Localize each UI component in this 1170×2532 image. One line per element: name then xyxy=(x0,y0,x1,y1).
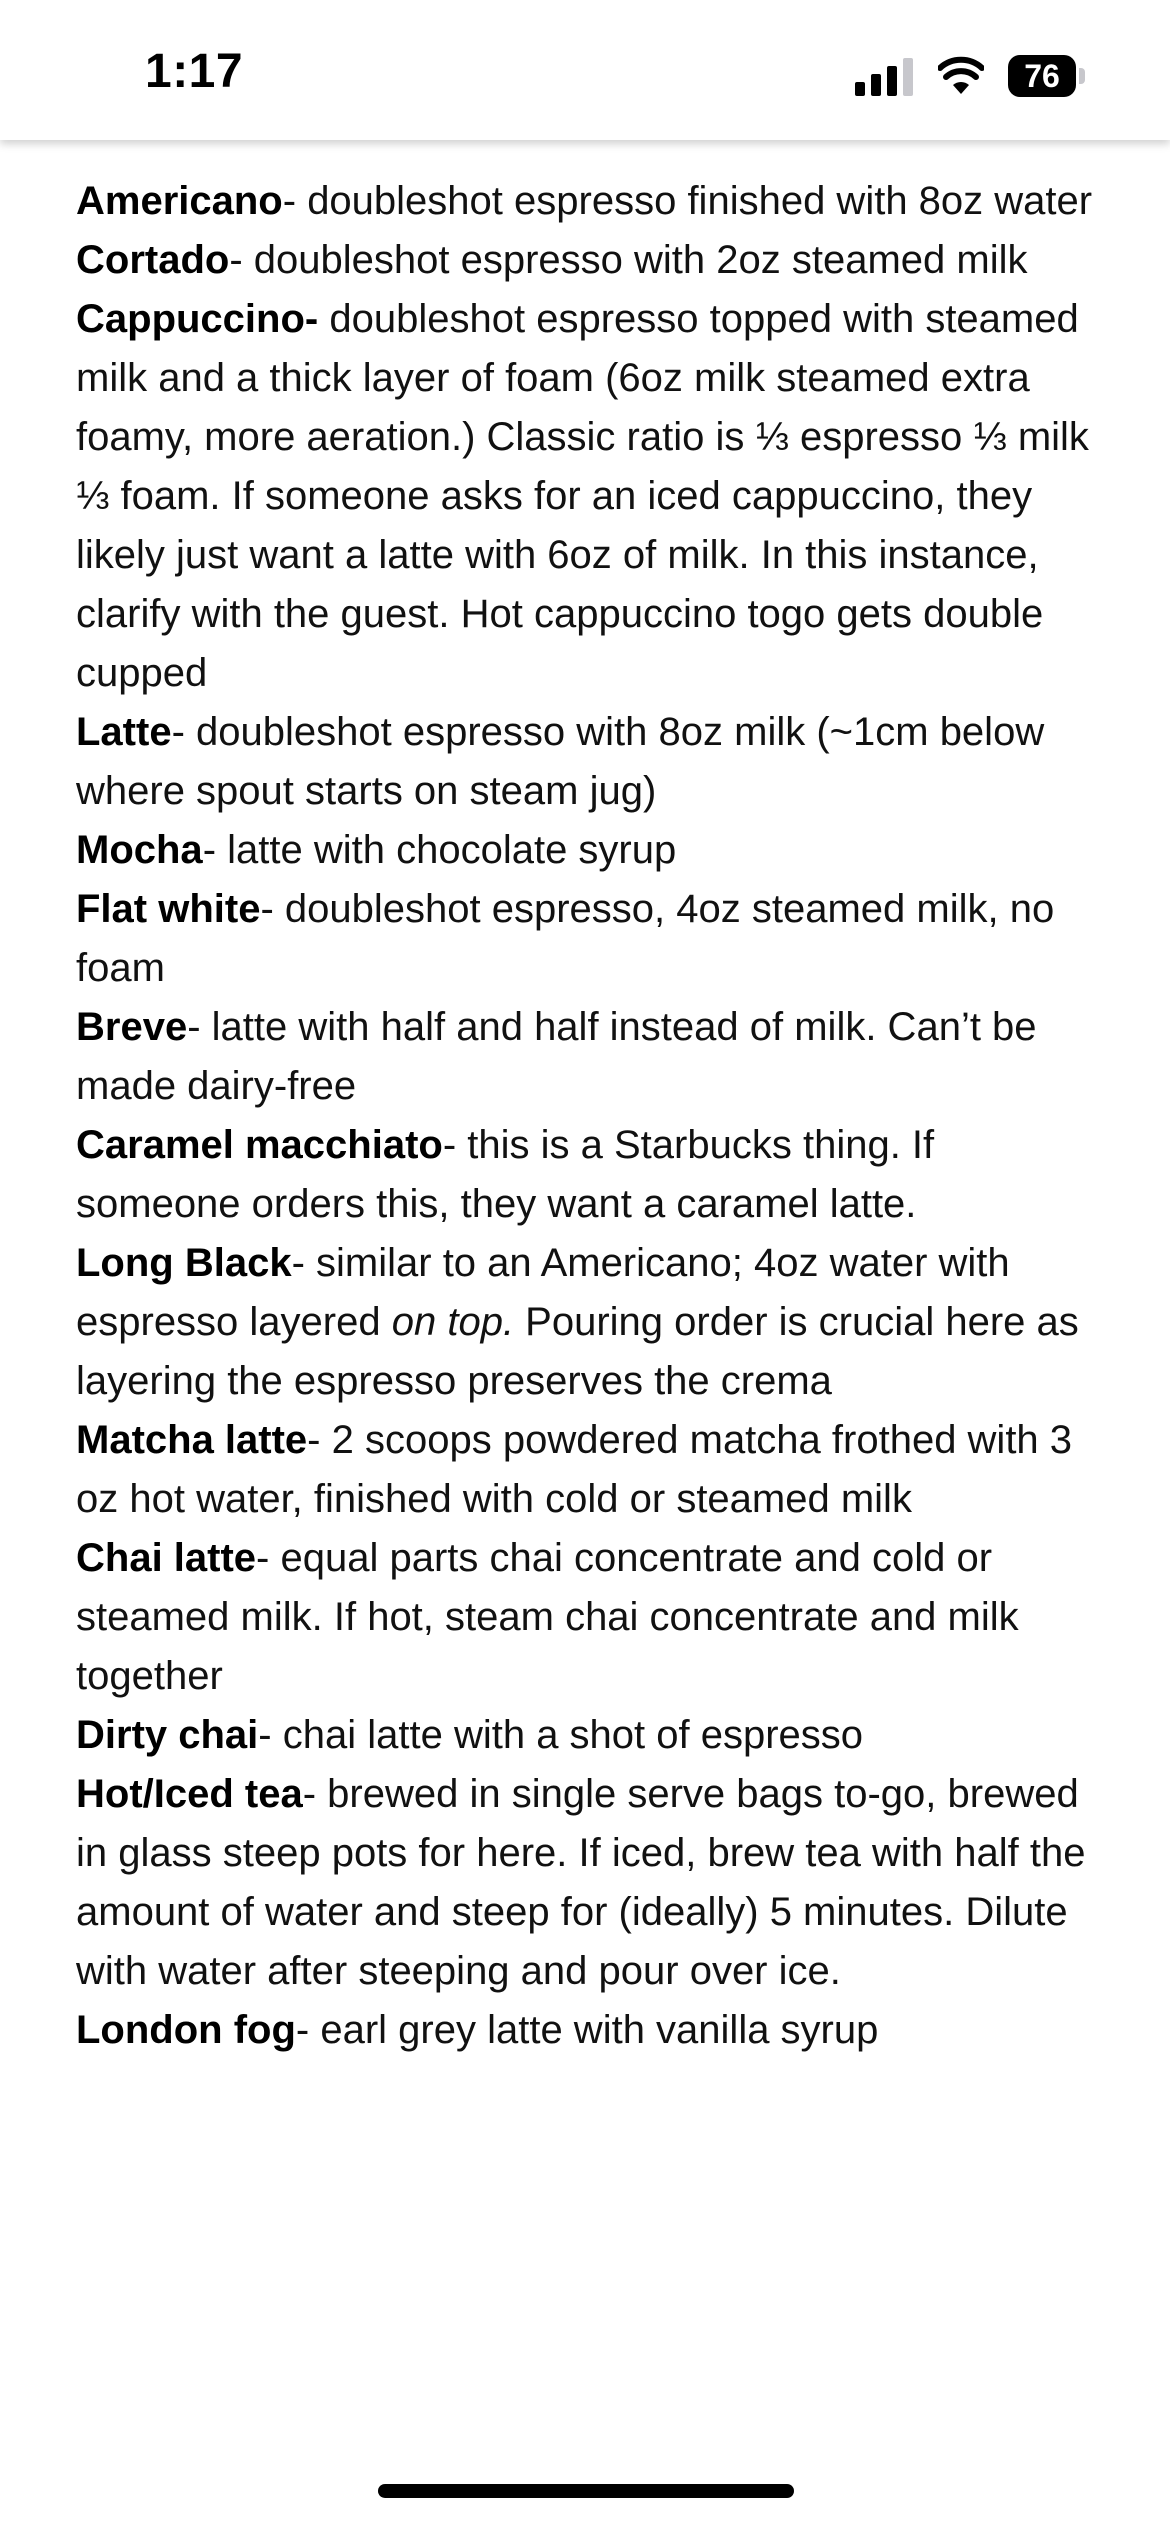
drink-description-continued: Pouring order is crucial here as layering the espresso preserves the crema xyxy=(76,1300,1090,1403)
drink-separator: - xyxy=(187,1005,212,1049)
drink-separator: - xyxy=(260,887,285,931)
drink-name: Flat white xyxy=(76,887,261,931)
drink-entry xyxy=(76,1116,1096,1234)
drink-name: Matcha latte xyxy=(76,1418,308,1462)
battery-icon xyxy=(1008,55,1086,97)
drink-description: doubleshot espresso finished with 8oz water xyxy=(307,179,1093,223)
drink-name: Caramel macchiato xyxy=(76,1123,443,1167)
home-indicator[interactable] xyxy=(378,2484,794,2498)
drink-separator: - xyxy=(229,238,254,282)
drink-description: this is a Starbucks thing. If someone orders this, they want a caramel latte. xyxy=(76,1123,946,1226)
signal-bar-3 xyxy=(887,66,897,96)
drink-description: 2 scoops powdered matcha frothed with 3 oz hot water, finished with cold or steamed milk xyxy=(76,1418,1084,1521)
drink-description: doubleshot espresso with 2oz steamed milk xyxy=(253,238,1028,282)
drink-entry xyxy=(76,1411,1096,1529)
drink-entry xyxy=(76,703,1096,821)
drink-entry xyxy=(76,998,1096,1116)
drink-description: doubleshot espresso with 8oz milk (~1cm below where spout starts on steam jug) xyxy=(76,710,1056,813)
drink-description: similar to an Americano; 4oz water with espresso layered xyxy=(76,1241,1021,1344)
cellular-signal-icon xyxy=(855,58,915,96)
drink-separator: - xyxy=(202,828,228,872)
battery-cap xyxy=(1079,68,1085,84)
drink-separator: - xyxy=(258,1713,283,1757)
status-bar xyxy=(0,0,1170,140)
drink-separator: - xyxy=(442,1123,468,1167)
drink-entry xyxy=(76,172,1096,231)
drink-separator: - xyxy=(256,1536,281,1580)
drink-name: Breve xyxy=(76,1005,188,1049)
drink-name: Dirty chai xyxy=(76,1713,259,1757)
drink-entry xyxy=(76,1765,1096,2001)
drink-separator: - xyxy=(295,2008,321,2052)
signal-bar-4 xyxy=(903,58,913,96)
drink-glossary xyxy=(76,172,1101,2060)
drink-name: Cortado xyxy=(76,238,230,282)
drink-entry xyxy=(76,231,1096,290)
drink-entry xyxy=(76,1234,1096,1411)
drink-description: doubleshot espresso topped with steamed milk and a thick layer of foam (6oz milk steamed extra foamy, more aeration.) Classic ratio is ⅓ espresso ⅓ milk ⅓ foam. If someone asks for an iced cappuccino, they likely just want a latte with 6oz of milk. In this instance, clarify with the guest. Hot cappuccino togo gets double cupped xyxy=(76,297,1101,695)
drink-separator: - xyxy=(291,1241,317,1285)
drink-name: London fog xyxy=(76,2008,296,2052)
drink-description: latte with half and half instead of milk. Can’t be made dairy-free xyxy=(76,1005,1048,1108)
drink-entry xyxy=(76,2001,1096,2060)
drink-description-emphasis: on top. xyxy=(391,1300,515,1344)
drink-description: brewed in single serve bags to-go, brewed in glass steep pots for here. If iced, brew tea with half the amount of water and steep for (ideally) 5 minutes. Dilute with water after steeping and pour over ice. xyxy=(76,1772,1097,1993)
drink-description: equal parts chai concentrate and cold or steamed milk. If hot, steam chai concentrate and milk together xyxy=(76,1536,1030,1698)
status-time: 1:17 xyxy=(145,45,244,98)
drink-entry xyxy=(76,880,1096,998)
drink-separator: - xyxy=(282,179,308,223)
drink-name: Chai latte xyxy=(76,1536,257,1580)
drink-name: Latte xyxy=(76,710,172,754)
drink-name: Mocha xyxy=(76,828,203,872)
drink-name: Americano xyxy=(76,179,283,223)
drink-description: latte with chocolate syrup xyxy=(227,828,677,872)
drink-entry xyxy=(76,821,1096,880)
battery-level: 76 xyxy=(1008,55,1076,97)
signal-bar-2 xyxy=(871,74,881,96)
signal-bar-1 xyxy=(855,82,865,96)
drink-entry xyxy=(76,1706,1096,1765)
drink-separator: - xyxy=(171,710,197,754)
drink-name: Long Black xyxy=(76,1241,292,1285)
drink-name: Hot/Iced tea xyxy=(76,1772,303,1816)
drink-entry xyxy=(76,290,1101,703)
drink-entry xyxy=(76,1529,1096,1706)
drink-description: chai latte with a shot of espresso xyxy=(282,1713,864,1757)
drink-description: earl grey latte with vanilla syrup xyxy=(320,2008,879,2052)
drink-separator: - xyxy=(307,1418,332,1462)
drink-separator xyxy=(318,297,329,341)
drink-name: Cappuccino- xyxy=(76,297,319,341)
wifi-icon xyxy=(938,56,984,96)
drink-separator: - xyxy=(302,1772,328,1816)
drink-description: doubleshot espresso, 4oz steamed milk, no foam xyxy=(76,887,1066,990)
